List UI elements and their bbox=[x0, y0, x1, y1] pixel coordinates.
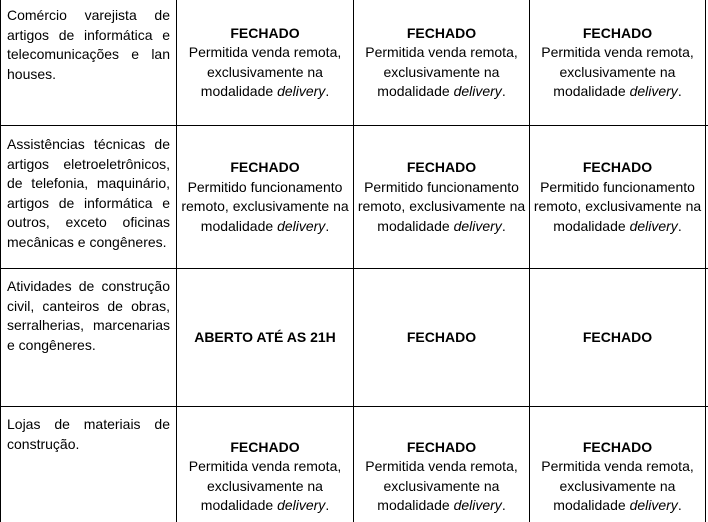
phase-status: FECHADO bbox=[582, 438, 653, 455]
activity-cell bbox=[1, 0, 176, 125]
phase-detail: Permitida venda remota, exclusivamente na modalidade delivery. bbox=[188, 458, 342, 513]
phase-detail: Permitida venda remota, exclusivamente na modalidade delivery. bbox=[541, 458, 694, 513]
phase-cell bbox=[530, 407, 705, 522]
phase-cell bbox=[530, 269, 705, 406]
activity-description: Lojas de materiais de construção. bbox=[7, 416, 170, 452]
activity-cell bbox=[1, 269, 176, 406]
activity-cell bbox=[1, 126, 176, 268]
phase-detail: Permitida venda remota, exclusivamente na modalidade delivery. bbox=[541, 44, 694, 99]
phase-detail: Permitido funcionamento remoto, exclusivamente na modalidade delivery. bbox=[181, 178, 349, 234]
phase-status: FECHADO bbox=[406, 24, 477, 41]
phase-status: FECHADO bbox=[582, 328, 653, 345]
phase-cell bbox=[354, 0, 529, 125]
phase-cell bbox=[177, 0, 353, 125]
phase-status: FECHADO bbox=[406, 328, 477, 345]
phase-detail: Permitida venda remota, exclusivamente na modalidade delivery. bbox=[365, 458, 518, 513]
phase-detail: Permitida venda remota, exclusivamente na modalidade delivery. bbox=[365, 44, 518, 99]
table-border-right bbox=[705, 0, 706, 522]
phase-detail: Permitido funcionamento remoto, exclusivamente na modalidade delivery. bbox=[533, 178, 702, 234]
phase-status: FECHADO bbox=[582, 159, 653, 175]
phase-status: FECHADO bbox=[230, 24, 300, 41]
phase-detail: Permitida venda remota, exclusivamente na modalidade delivery. bbox=[188, 44, 342, 99]
phase-cell bbox=[354, 269, 529, 406]
phase-cell bbox=[177, 126, 353, 268]
phase-status: FECHADO bbox=[230, 159, 300, 175]
phase-status: FECHADO bbox=[230, 438, 300, 455]
phase-cell bbox=[177, 269, 353, 406]
phase-status: FECHADO bbox=[582, 24, 653, 41]
activity-description: Assistências técnicas de artigos eletroeletrônicos, de telefonia, maquinário, artigos de informática e outros, exceto oficinas mecânicas e congêneres. bbox=[7, 136, 170, 250]
phase-status: FECHADO bbox=[406, 438, 477, 455]
phase-detail: Permitido funcionamento remoto, exclusivamente na modalidade delivery. bbox=[357, 178, 526, 234]
phase-status: ABERTO ATÉ AS 21H bbox=[194, 328, 336, 345]
activity-description: Atividades de construção civil, canteiros de obras, serralherias, marcenarias e congêneres. bbox=[7, 278, 170, 353]
phase-cell bbox=[354, 126, 529, 268]
phase-cell bbox=[530, 126, 705, 268]
phase-status: FECHADO bbox=[406, 159, 477, 175]
phase-cell bbox=[177, 407, 353, 522]
activity-cell bbox=[1, 407, 176, 522]
phase-cell bbox=[354, 407, 529, 522]
activity-description: Comércio varejista de artigos de informática e telecomunicações e lan houses. bbox=[7, 7, 170, 82]
phase-cell bbox=[530, 0, 705, 125]
